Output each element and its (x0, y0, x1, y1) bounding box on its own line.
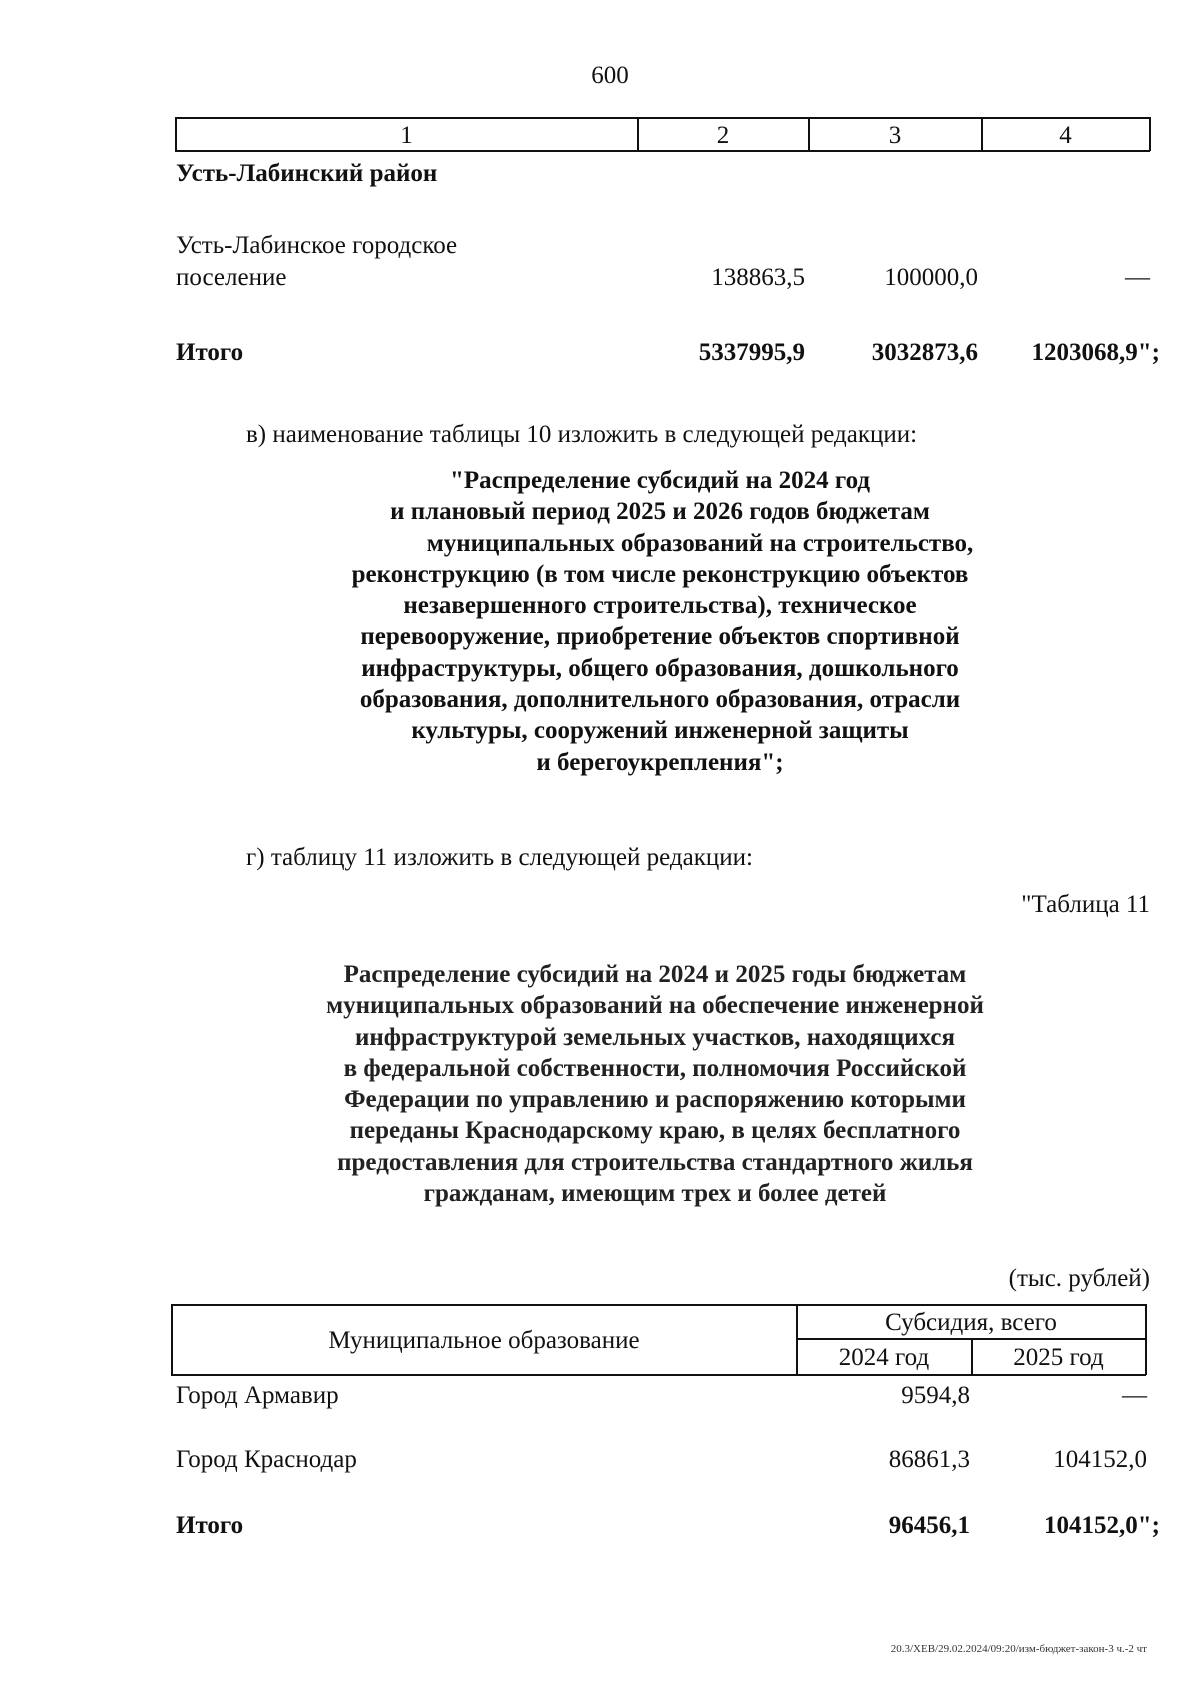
table11-total-label: Итого (176, 1512, 244, 1539)
table11-title-line: Федерации по управлению и распоряжению которыми (344, 1086, 966, 1114)
table11-title-line: в федеральной собственности, полномочия Российской (343, 1054, 967, 1082)
table10-title-line: муниципальных образований на строительство, (426, 529, 974, 557)
row-municipality: Город Краснодар (176, 1446, 357, 1473)
district-name: Усть-Лабинский район (176, 160, 438, 187)
top-total-2026: 1203068,9"; (1031, 339, 1160, 366)
settlement-value-2026: — (1125, 264, 1150, 291)
table10-title-line: реконструкцию (в том числе реконструкцию объектов (351, 560, 969, 588)
col-subsidy-total-header: Субсидия, всего (885, 1309, 1057, 1336)
col-municipality-header: Муниципальное образование (328, 1327, 640, 1354)
table10-title-line: и плановый период 2025 и 2026 годов бюджетам (390, 498, 930, 526)
table11-title-line: гражданам, имеющим трех и более детей (423, 1180, 887, 1208)
table11-total-2024: 96456,1 (888, 1512, 970, 1539)
item-g-text: г) таблицу 11 изложить в следующей редакции: (246, 844, 753, 871)
table11-title-line: инфраструктурой земельных участков, находящихся (354, 1023, 956, 1051)
page-number: 600 (591, 62, 629, 89)
table10-title (300, 465, 1020, 778)
table11-label: "Таблица 11 (1021, 891, 1150, 918)
table11-title-line: муниципальных образований на обеспечение инженерной (326, 992, 984, 1020)
col-2024-header: 2024 год (838, 1344, 930, 1371)
item-v-text: в) наименование таблицы 10 изложить в следующей редакции: (246, 421, 918, 448)
table11-title (260, 959, 1050, 1209)
units-label: (тыс. рублей) (1008, 1265, 1150, 1292)
table10-title-line: образования, дополнительного образования, отрасли (359, 686, 961, 714)
settlement-value-2024: 138863,5 (711, 264, 805, 291)
table11-total-2025: 104152,0"; (1044, 1512, 1160, 1539)
footer-document-code: 20.3/ХЕВ/29.02.2024/09:20/изм-бюджет-закон-3 ч.-2 чт (890, 1643, 1147, 1655)
table10-title-line: незавершенного строительства), техническое (403, 592, 917, 620)
table11-title-line: предоставления для строительства стандартного жилья (337, 1148, 973, 1176)
top-total-label: Итого (176, 339, 244, 366)
row-value-2025: — (1122, 1382, 1147, 1409)
row-municipality: Город Армавир (176, 1382, 339, 1409)
table10-title-line: перевооружение, приобретение объектов спортивной (360, 623, 960, 651)
settlement-value-2025: 100000,0 (884, 264, 978, 291)
settlement-name-line2: поселение (176, 264, 287, 291)
top-total-2025: 3032873,6 (871, 339, 978, 366)
row-value-2024: 86861,3 (888, 1446, 970, 1473)
col-number-3: 3 (888, 122, 902, 149)
settlement-name-line1: Усть-Лабинское городское (176, 232, 458, 259)
table10-title-line: "Распределение субсидий на 2024 год (449, 467, 871, 494)
row-value-2025: 104152,0 (1053, 1446, 1147, 1473)
row-value-2024: 9594,8 (901, 1382, 970, 1409)
table10-title-line: культуры, сооружений инженерной защиты (411, 717, 909, 745)
col-number-4: 4 (1059, 122, 1072, 149)
col-number-1: 1 (400, 122, 413, 149)
table10-title-line: и берегоукрепления"; (536, 748, 784, 776)
col-2025-header: 2025 год (1013, 1344, 1104, 1371)
table10-title-line: инфраструктуры, общего образования, дошкольного (361, 654, 959, 682)
table11-title-line: переданы Краснодарскому краю, в целях бесплатного (349, 1117, 961, 1145)
col-number-2: 2 (716, 122, 730, 149)
table11-title-line: Распределение субсидий на 2024 и 2025 годы бюджетам (343, 961, 967, 988)
top-total-2024: 5337995,9 (698, 339, 805, 366)
